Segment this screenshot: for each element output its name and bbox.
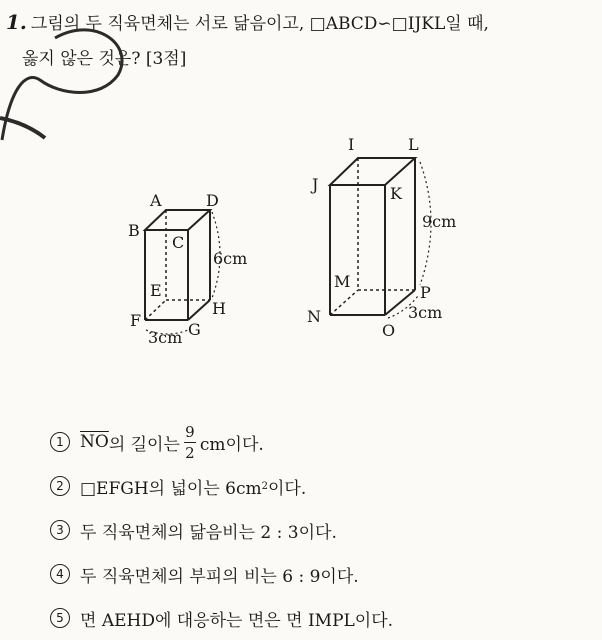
label-L: L bbox=[408, 135, 419, 154]
large-height: 9cm bbox=[422, 212, 457, 231]
fraction bbox=[184, 424, 196, 461]
label-G: G bbox=[188, 320, 201, 339]
choice-text: 두 직육면체의 닮음비는 2 : 3이다. bbox=[80, 522, 337, 543]
choice-number: 3 bbox=[50, 520, 70, 540]
question-text-1: 그림의 두 직육면체는 서로 닮음이고, □ABCD∽□IJKL일 때, bbox=[30, 14, 489, 34]
label-O: O bbox=[382, 321, 396, 340]
choice-text: 면 AEHD에 대응하는 면은 면 IMPL이다. bbox=[80, 610, 394, 631]
label-F: F bbox=[130, 311, 142, 330]
label-M: M bbox=[334, 272, 351, 291]
small-prism bbox=[145, 210, 220, 334]
fraction-denominator: 2 bbox=[185, 443, 195, 462]
choice-4[interactable] bbox=[50, 552, 393, 596]
small-width: 3cm bbox=[148, 328, 183, 347]
label-C: C bbox=[172, 233, 185, 252]
label-N: N bbox=[307, 307, 321, 326]
choices-list bbox=[50, 420, 393, 640]
large-prism bbox=[330, 158, 431, 318]
label-A: A bbox=[150, 191, 162, 210]
choice-number: 5 bbox=[50, 608, 70, 628]
choice-number: 4 bbox=[50, 564, 70, 584]
label-D: D bbox=[206, 191, 219, 210]
choice-text: 의 길이는 bbox=[108, 434, 180, 455]
choice-3[interactable] bbox=[50, 508, 393, 552]
choice-text: □EFGH의 넓이는 6cm bbox=[80, 478, 262, 499]
question-line-2: 옳지 않은 것은? [3점] bbox=[22, 49, 187, 69]
choice-1[interactable] bbox=[50, 420, 393, 464]
label-J: J bbox=[312, 175, 319, 194]
question-number: 1. bbox=[6, 10, 27, 34]
choice-number: 1 bbox=[50, 432, 70, 452]
label-K: K bbox=[390, 184, 402, 203]
small-height: 6cm bbox=[213, 249, 248, 268]
label-I: I bbox=[348, 135, 355, 154]
choice-text-end: 이다. bbox=[268, 478, 307, 499]
fraction-numerator: 9 bbox=[185, 422, 195, 441]
label-P: P bbox=[420, 283, 431, 302]
label-H: H bbox=[212, 299, 226, 318]
superscript: 2 bbox=[261, 480, 268, 492]
choice-text: 두 직육면체의 부피의 비는 6 : 9이다. bbox=[80, 566, 359, 587]
large-width: 3cm bbox=[408, 303, 443, 322]
choice-2[interactable] bbox=[50, 464, 393, 508]
choice-number: 2 bbox=[50, 476, 70, 496]
label-B: B bbox=[128, 221, 140, 240]
label-E: E bbox=[150, 281, 162, 300]
segment-label: $\overline{NO}$ bbox=[80, 432, 109, 452]
choice-text-end: cm이다. bbox=[199, 434, 264, 455]
choice-5[interactable] bbox=[50, 596, 393, 640]
